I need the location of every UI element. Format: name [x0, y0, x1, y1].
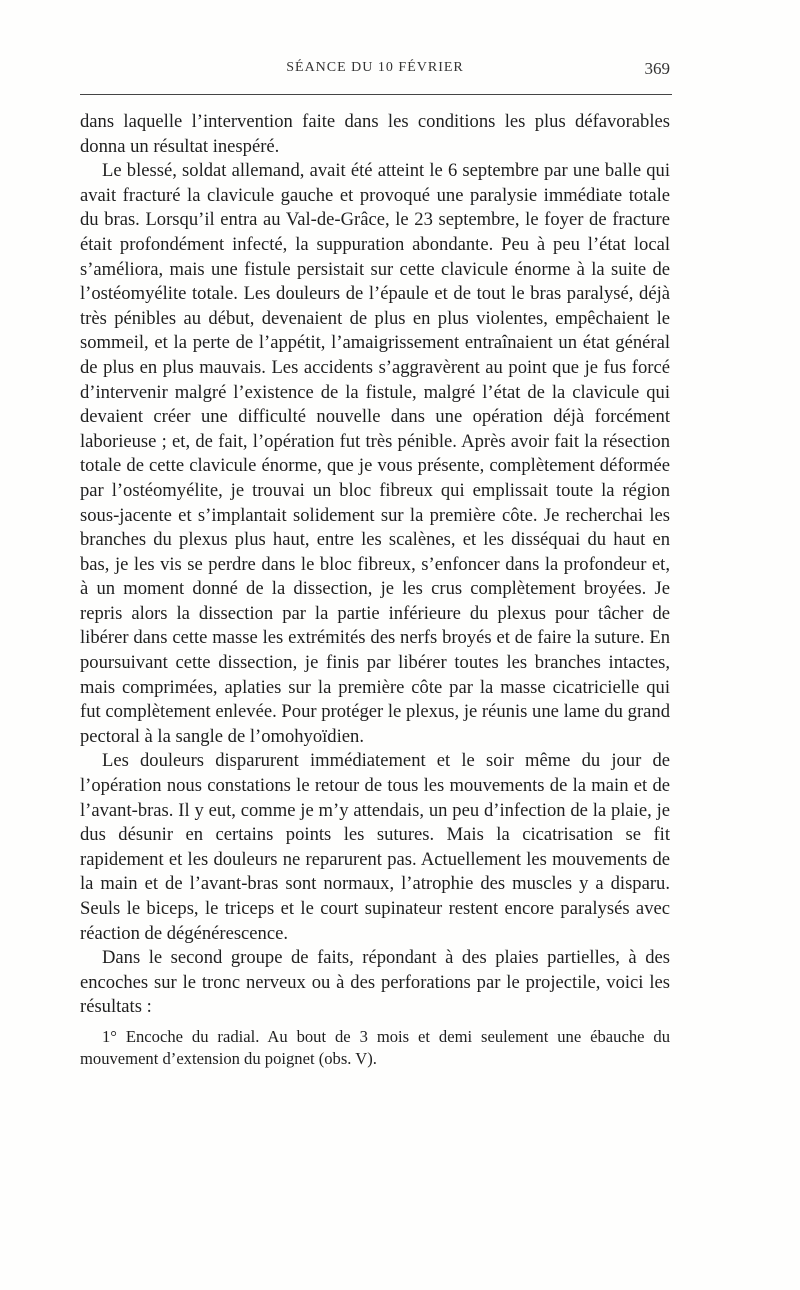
paragraph-second-group: Dans le second groupe de faits, répondant à des plaies partielles, à des encoches sur le tronc nerveux ou à des perforations par le projectile, voici les résultats : — [80, 947, 670, 1018]
body-text — [80, 110, 670, 1071]
paragraph-outcome: Les douleurs disparurent immédiatement et le soir même du jour de l’opération nous constations le retour de tous les mouvements de la main et de l’avant-bras. Il y eut, comme je m’y attendais, un peu d’infection de la plaie, je dus désunir en certains points les sutures. Mais la cicatrisation se fit rapidement et les douleurs ne reparurent pas. Actuellement les mouvements de la main et de l’avant-bras sont normaux, l’atrophie des muscles y a disparu. Seuls le biceps, le triceps et le court supinateur restent encore paralysés avec réaction de dégénérescence. — [80, 750, 670, 944]
paragraph-continuation: dans laquelle l’intervention faite dans les conditions les plus défavorables donna un résultat inespéré. — [80, 111, 670, 157]
numbered-item-radial: 1° Encoche du radial. Au bout de 3 mois et demi seulement une ébauche du mouvement d’extension du poignet (obs. V). — [80, 1026, 670, 1069]
running-header-title: SÉANCE DU 10 FÉVRIER — [286, 60, 464, 75]
header-rule — [80, 94, 672, 95]
paragraph-case-report: Le blessé, soldat allemand, avait été atteint le 6 septembre par une balle qui avait fracturé la clavicule gauche et provoqué une paralysie immédiate totale du bras. Lorsqu’il entra au Val-de-Grâce, le 23 septembre, le foyer de fracture était profondément infecté, la suppuration abondante. Peu à peu l’état local s’améliora, mais une fistule persistait sur cette clavicule énorme à la suite de l’ostéomyélite totale. Les douleurs de l’épaule et de tout le bras paralysé, déjà très pénibles au début, devenaient de plus en plus violentes, empêchaient le sommeil, et la perte de l’appétit, l’amaigrissement entraînaient un état général de plus en plus mauvais. Les accidents s’aggravèrent au point que je fus forcé d’intervenir malgré l’existence de la fistule, malgré l’état de la clavicule qui devaient créer une difficulté nouvelle dans une opération déjà forcément laborieuse ; et, de fait, l’opération fut très pénible. Après avoir fait la résection totale de cette clavicule énorme, que je vous présente, complètement déformée par l’ostéomyélite, je trouvai un bloc fibreux qui emplissait toute la région sous-jacente et s’implantait solidement sur la première côte. Je recherchai les branches du plexus plus haut, entre les scalènes, et les disséquai du haut en bas, je les vis se perdre dans le bloc fibreux, s’enfoncer dans la profondeur et, à un moment donné de la dissection, je les crus complètement broyées. Je repris alors la dissection par la partie inférieure du plexus pour tâcher de libérer dans cette masse les extrémités des nerfs broyés et de faire la suture. En poursuivant cette dissection, je finis par libérer toutes les branches intactes, mais comprimées, aplaties sur la première côte par la masse cicatricielle qui fut complètement enlevée. Pour protéger le plexus, je réunis une lame du grand pectoral à la sangle de l’omohyoïdien. — [80, 160, 670, 747]
page-number: 369 — [644, 59, 670, 78]
running-header — [80, 60, 670, 82]
